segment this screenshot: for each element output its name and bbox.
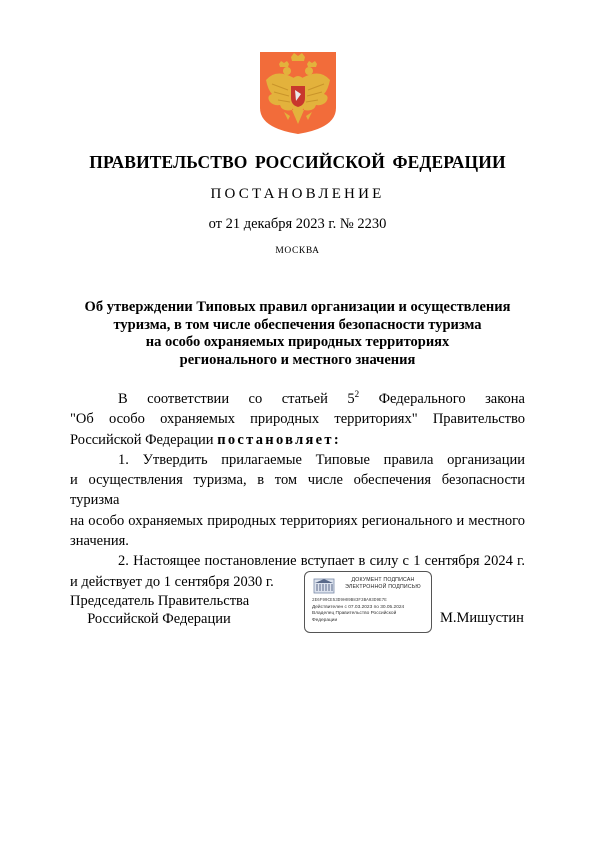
document-body <box>70 389 525 592</box>
paragraph-item-1 <box>70 450 525 551</box>
body-line: Российской Федерации постановляет: <box>70 431 341 448</box>
stamp-info: Действителен с 07.03.2023 по 30.05.2024 Владелец Правительство Российской Федерации <box>312 605 405 623</box>
body-line: 2. Настоящее постановление вступает в силу с 1 сентября 2024 г. <box>118 553 525 570</box>
document-subject <box>70 299 525 369</box>
document-date-number: от 21 декабря 2023 г. № 2230 <box>208 216 387 232</box>
government-title: ПРАВИТЕЛЬСТВО РОССИЙСКОЙ ФЕДЕРАЦИИ <box>89 152 506 172</box>
article-superscript: 2 <box>354 389 360 400</box>
body-line: 1. Утвердить прилагаемые Типовые правила организации <box>118 451 525 468</box>
state-emblem-icon <box>258 50 338 136</box>
body-line: значения. <box>70 533 129 550</box>
body-line: на особо охраняемых природных территориях регионального и местного <box>70 512 525 529</box>
subject-line: Об утверждении Типовых правил организации и осуществления <box>84 299 511 315</box>
paragraph-item-2 <box>70 551 525 592</box>
resolves-word: постановляет: <box>217 431 341 448</box>
subject-line: регионального и местного значения <box>179 351 416 368</box>
signer-name: М.Мишустин <box>440 610 524 626</box>
paragraph-preamble <box>70 389 525 450</box>
body-line: В соответствии со статьей $5^2$ Федерального закона <box>118 389 525 407</box>
subject-line: на особо охраняемых природных территориях <box>145 334 450 350</box>
stamp-title: ДОКУМЕНТ ПОДПИСАН ЭЛЕКТРОННОЙ ПОДПИСЬЮ <box>345 577 421 590</box>
city-label: МОСКВА <box>275 246 320 256</box>
stamp-emblem-icon <box>313 577 335 600</box>
stamp-certificate-hash: 2E6F99CE53D9H09B83F3BA03D9E7E <box>312 598 387 603</box>
body-line: и действует до 1 сентября 2030 г. <box>70 573 274 590</box>
subject-line: туризма, в том числе обеспечения безопасности туризма <box>113 316 482 333</box>
body-line: "Об особо охраняемых природных территориях" Правительство <box>70 411 525 428</box>
electronic-signature-stamp <box>304 571 432 633</box>
body-line: и осуществления туризма, в том числе обеспечения безопасности туризма <box>70 472 525 509</box>
document-type: ПОСТАНОВЛЕНИЕ <box>210 186 385 202</box>
signer-position: Председатель Правительства Российской Федерации <box>70 593 250 627</box>
